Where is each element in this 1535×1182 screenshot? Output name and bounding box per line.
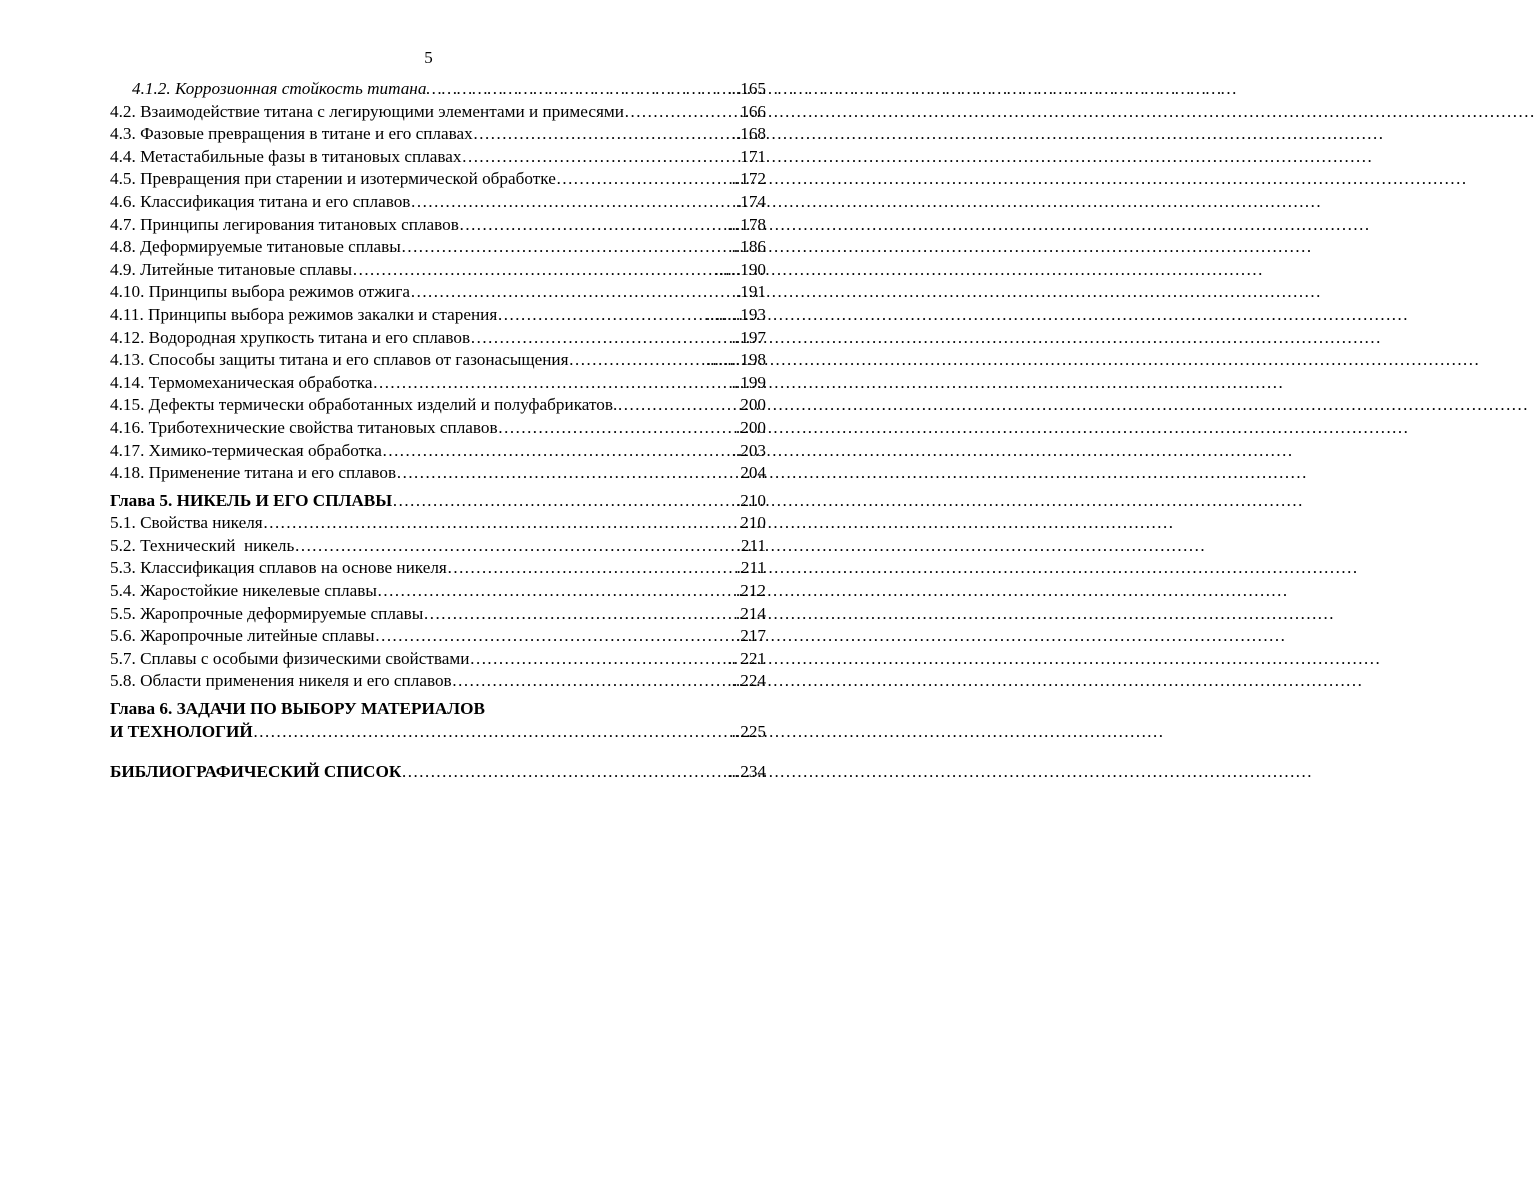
toc-entry-page: .217 [735, 626, 766, 646]
toc-entry-title: 4.12. Водородная хрупкость титана и его сплавов [110, 327, 471, 347]
toc-entry [110, 304, 766, 327]
toc-entry [110, 191, 766, 214]
chapter-title-continued: И ТЕХНОЛОГИЙ [110, 721, 253, 741]
toc-entry-title: 5.8. Области применения никеля и его сплавов [110, 671, 452, 691]
toc-entry [110, 214, 766, 237]
toc-entry-title: 5.7. Сплавы с особыми физическими свойствами [110, 648, 470, 668]
toc-entry-page: ......190 [714, 259, 766, 279]
toc-entry-title: 4.2. Взаимодействие титана с легирующими элементами и примесями [110, 101, 624, 121]
toc-entry-page: ..197 [731, 327, 766, 347]
toc-bibliography [110, 761, 766, 784]
toc-entry [110, 512, 766, 535]
toc-entry-title: 4.7. Принципы легирования титановых сплавов [110, 214, 459, 234]
toc-entry [110, 281, 766, 304]
toc-entry-page: ..172 [731, 169, 766, 189]
toc-entry [110, 648, 766, 671]
toc-entry [110, 440, 766, 463]
chapter-page: .210 [735, 490, 766, 510]
toc-entry-page: 200 [740, 395, 766, 415]
toc-entry [110, 123, 766, 146]
toc-entry-title: 4.15. Дефекты термически обработанных изделий и полуфабрикатов. [110, 395, 618, 415]
toc-entry [110, 462, 766, 485]
toc-entry [110, 146, 766, 169]
toc-entry [110, 625, 766, 648]
toc-chapter-6-title [110, 698, 766, 721]
toc-entry-page: .212 [735, 581, 766, 601]
toc-entry-page: 210 [740, 513, 766, 533]
toc-entry-page: ..199 [731, 372, 766, 392]
toc-entry [110, 557, 766, 580]
toc-entry-page: ...178 [727, 214, 766, 234]
toc-entry-title: 4.18. Применение титана и его сплавов [110, 463, 397, 483]
toc-entry-page: ..203 [731, 440, 766, 460]
toc-entry-page: .174 [735, 191, 766, 211]
bibliography-title: БИБЛИОГРАФИЧЕСКИЙ СПИСОК [110, 762, 402, 782]
toc-entry-title: 4.11. Принципы выбора режимов закалки и старения [110, 304, 498, 324]
toc-entry-page: .191 [735, 282, 766, 302]
toc-entry [110, 394, 766, 417]
toc-entry-title: 4.5. Превращения при старении и изотермической обработке [110, 169, 556, 189]
toc-entry-title: 4.17. Химико-термическая обработка [110, 440, 382, 460]
chapter-title: Глава 6. ЗАДАЧИ ПО ВЫБОРУ МАТЕРИАЛОВ [110, 699, 485, 719]
toc-entry-title: 5.2. Технический никель [110, 535, 295, 555]
toc-entry-title: 4.3. Фазовые превращения в титане и его сплавах [110, 124, 473, 144]
toc-entry-page: ........193 [705, 304, 766, 324]
toc-entry-page: 166 [740, 101, 766, 121]
toc-entry [110, 236, 766, 259]
toc-entry-page: ..224 [731, 671, 766, 691]
toc-entry-title: 5.3. Классификация сплавов на основе никеля [110, 558, 447, 578]
toc-entry-title: 4.10. Принципы выбора режимов отжига [110, 282, 411, 302]
toc-entry-page: .211 [736, 535, 766, 555]
toc-entry-page: .211 [736, 558, 766, 578]
toc-entry-title: 4.14. Термомеханическая обработка [110, 372, 373, 392]
toc-entry [110, 580, 766, 603]
toc-entry-page: .214 [735, 603, 766, 623]
toc-entry [110, 535, 766, 558]
toc-entry-page: ..186 [731, 237, 766, 257]
toc-entry-page: .. 221 [727, 648, 766, 668]
page-number: 5 [424, 48, 433, 67]
toc-entry [110, 603, 766, 626]
toc-entry-page: 204 [740, 463, 766, 483]
toc-entry [110, 259, 766, 282]
toc-entry-page: .200 [735, 417, 766, 437]
chapter-page: ..225 [731, 721, 766, 741]
toc-entry-page: ..168 [731, 124, 766, 144]
toc-entry-title: 5.6. Жаропрочные литейные сплавы [110, 626, 375, 646]
toc-entry-title: 4.1.2. Коррозионная стойкость титана [132, 79, 427, 98]
toc-entry [110, 168, 766, 191]
toc-chapter-5 [110, 490, 766, 513]
toc-entry [110, 349, 766, 372]
chapter-title: Глава 5. НИКЕЛЬ И ЕГО СПЛАВЫ [110, 490, 393, 510]
toc-entry-title: 4.6. Классификация титана и его сплавов [110, 191, 411, 211]
toc-entry [110, 327, 766, 350]
toc-chapter-6 [110, 721, 766, 744]
toc-entry [110, 78, 766, 101]
toc-entry-title: 5.4. Жаростойкие никелевые сплавы [110, 581, 377, 601]
toc-entry-page: ........198 [705, 350, 766, 370]
toc-entry-title: 5.1. Свойства никеля [110, 513, 263, 533]
toc-entry-title: 4.9. Литейные титановые сплавы [110, 259, 353, 279]
toc-entry [110, 372, 766, 395]
toc-entry [110, 670, 766, 693]
toc-entry-title: 4.16. Триботехнические свойства титановых сплавов [110, 417, 498, 437]
toc-entry-title: 4.8. Деформируемые титановые сплавы [110, 237, 401, 257]
bibliography-page: ...234 [727, 762, 766, 782]
toc-entry-title: 5.5. Жаропрочные деформируемые сплавы [110, 603, 424, 623]
table-of-contents [110, 78, 766, 784]
toc-entry-page: 171 [740, 146, 766, 166]
toc-entry-page: ...165 [727, 79, 766, 98]
toc-entry-title: 4.13. Способы защиты титана и его сплавов от газонасыщения [110, 350, 569, 370]
toc-entry [110, 417, 766, 440]
toc-entry-title: 4.4. Метастабильные фазы в титановых сплавах [110, 146, 462, 166]
toc-entry [110, 101, 766, 124]
